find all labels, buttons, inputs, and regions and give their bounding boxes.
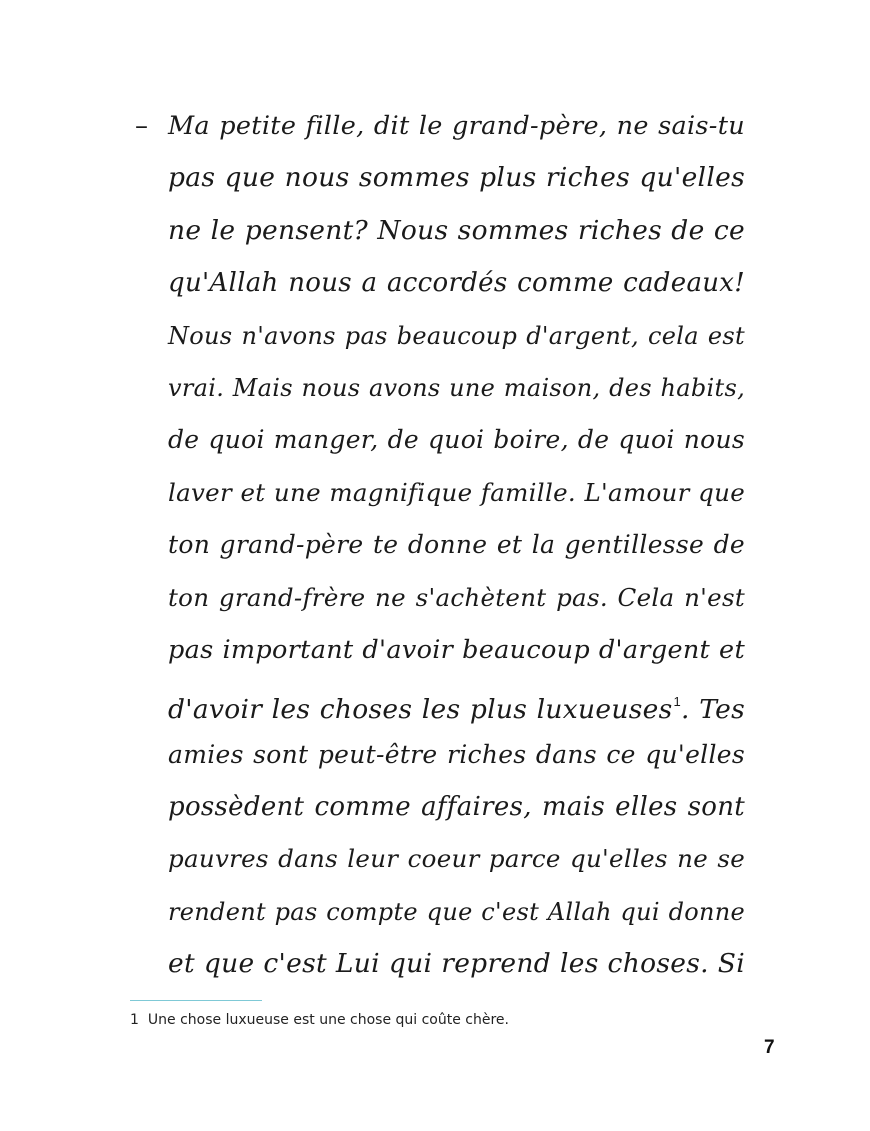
line-text: de quoi manger, de quoi boire, de quoi nous — [168, 425, 745, 455]
line-text: ton grand-frère ne s'achètent pas. Cela n'est — [168, 582, 745, 612]
line-text: Nous n'avons pas beaucoup d'argent, cela est — [168, 321, 745, 350]
footnote — [130, 1012, 509, 1028]
text-line-17 — [130, 938, 745, 990]
line-text: ne le pensent? Nous sommes riches de ce — [168, 214, 745, 246]
text-line-5 — [130, 310, 745, 362]
line-text: laver et une magnifique famille. L'amour que — [168, 477, 745, 507]
line-text: rendent pas compte que c'est Allah qui donne — [168, 897, 745, 926]
line-text: amies sont peut-être riches dans ce qu'elles — [168, 739, 745, 769]
line-text: pas important d'avoir beaucoup d'argent et — [168, 634, 745, 665]
text-line-14 — [130, 781, 745, 833]
text-line-2 — [130, 152, 745, 204]
line-text: possèdent comme affaires, mais elles sont — [168, 792, 745, 823]
footnote-number: 1 — [130, 1012, 139, 1028]
text-line-15 — [130, 833, 745, 885]
dialogue-dash: – — [135, 111, 149, 141]
text-line-16 — [130, 886, 745, 938]
text-line-13 — [130, 729, 745, 781]
text-line-7 — [130, 414, 745, 466]
cursive-text-block — [130, 100, 745, 991]
text-line-12 — [130, 676, 745, 728]
footnote-text: Une chose luxueuse est une chose qui coûte chère. — [147, 1012, 509, 1028]
footnote-separator — [130, 1000, 262, 1001]
line-text: pas que nous sommes plus riches qu'elles — [168, 162, 745, 194]
text-line-8 — [130, 467, 745, 519]
text-line-9 — [130, 519, 745, 571]
text-line-6 — [130, 362, 745, 414]
line-text: ton grand-père te donne et la gentillesse de — [168, 530, 745, 560]
line-text-tail: . Tes — [681, 694, 745, 726]
line-text: pauvres dans leur coeur parce qu'elles ne se — [168, 844, 745, 874]
text-line-3 — [130, 205, 745, 257]
text-line-1 — [130, 100, 745, 152]
line-text: et que c'est Lui qui reprend les choses. Si — [168, 948, 745, 980]
page-number: 7 — [764, 1037, 775, 1058]
line-text: qu'Allah nous a accordés comme cadeaux! — [168, 268, 745, 299]
line-text: vrai. Mais nous avons une maison, des habits, — [168, 373, 745, 402]
text-line-4 — [130, 257, 745, 309]
footnote-reference: 1 — [673, 694, 682, 710]
line-text: d'avoir les choses les plus luxueuses — [168, 694, 673, 726]
line-text: Ma petite fille, dit le grand-père, ne sais-tu — [168, 111, 745, 141]
text-line-11 — [130, 624, 745, 676]
text-line-10 — [130, 572, 745, 624]
